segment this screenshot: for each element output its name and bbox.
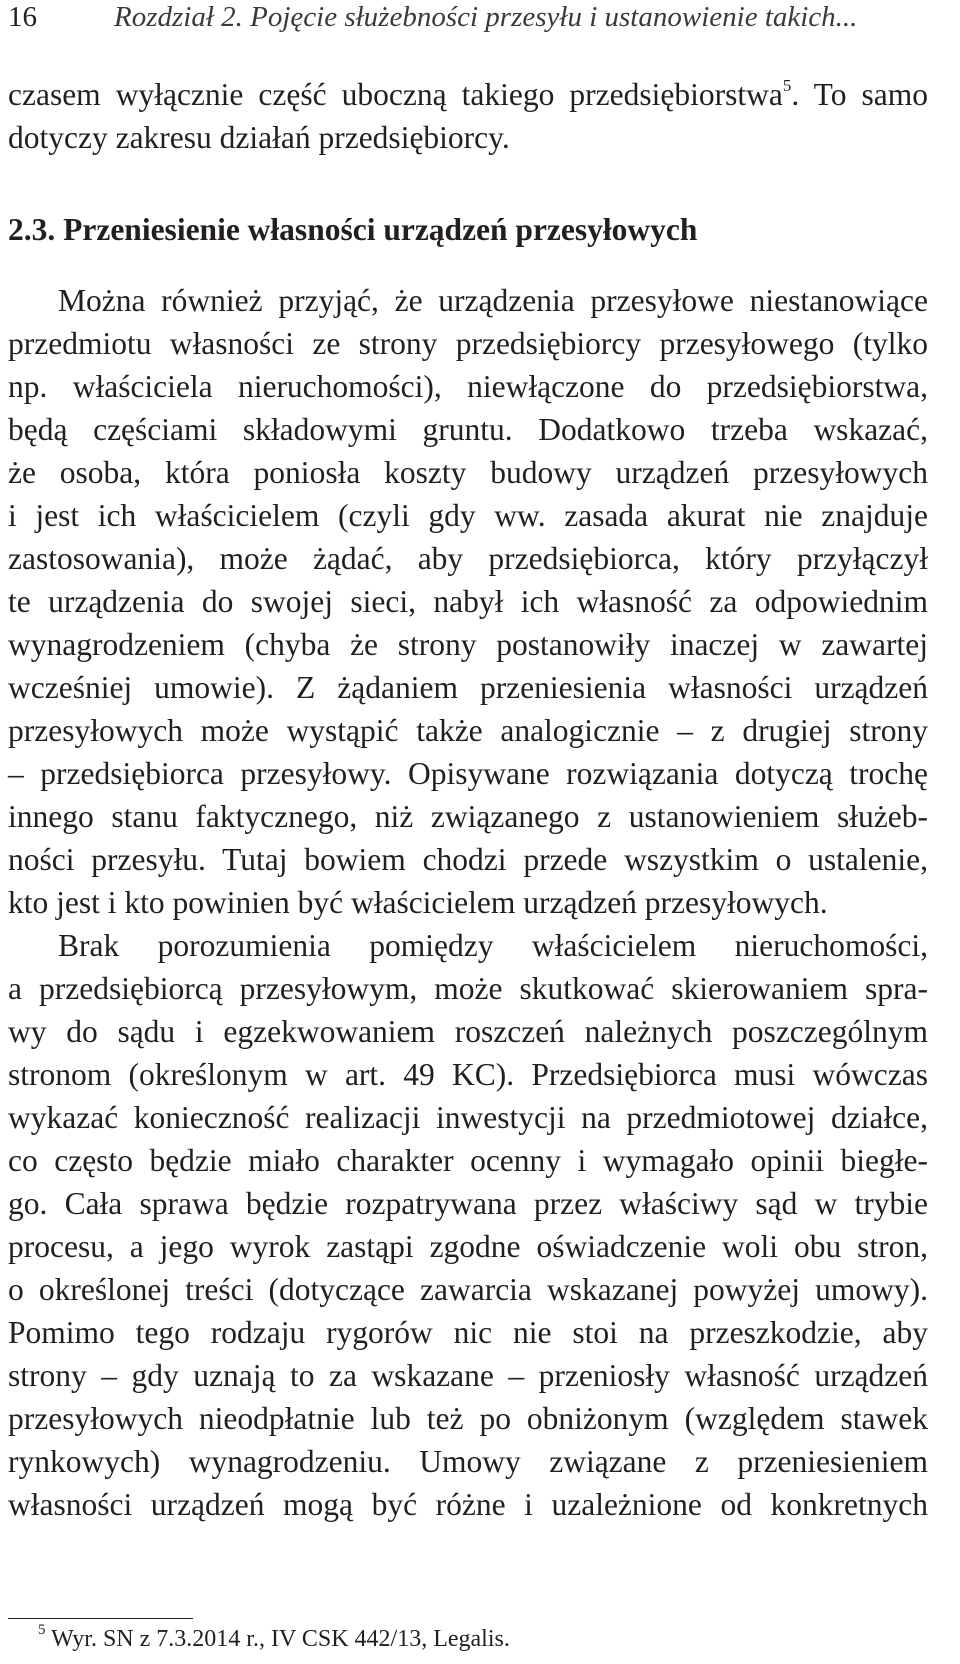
text-line: Można również przyjąć, że urządzenia przesyłowe niestanowiące <box>58 283 928 318</box>
text-line: np. właściciela nieruchomości), niewłączone do przedsiębiorstwa, <box>8 369 928 404</box>
text-line: własności urządzeń mogą być różne i uzależnione od konkretnych <box>8 1487 928 1522</box>
text-line: przesyłowych nieodpłatnie lub też po obniżonym (względem stawek <box>8 1401 928 1436</box>
text-line: przesyłowych może wystąpić także analogicznie – z drugiej strony <box>8 713 928 748</box>
footnote-text: Wyr. SN z 7.3.2014 r., IV CSK 442/13, Legalis. <box>51 1626 510 1652</box>
footnote-reference: 5 <box>782 76 792 95</box>
text-line: o określonej treści (dotyczące zawarcia wskazanej powyżej umowy). <box>8 1272 928 1307</box>
text-line <box>8 77 928 113</box>
text-line: te urządzenia do swojej sieci, nabył ich własność za odpowiednim <box>8 584 928 619</box>
page-header <box>8 0 948 34</box>
footnote-divider <box>8 1618 193 1619</box>
text-line: będą częściami składowymi gruntu. Dodatkowo trzeba wskazać, <box>8 412 928 447</box>
footnote-marker: 5 <box>38 1622 46 1638</box>
text-line: co często będzie miało charakter ocenny i wymagało opinii biegłe- <box>8 1143 928 1178</box>
text-line: i jest ich właścicielem (czyli gdy ww. zasada akurat nie znajduje <box>8 498 928 533</box>
text-line: Brak porozumienia pomiędzy właścicielem nieruchomości, <box>58 928 928 963</box>
text-span: czasem wyłącznie część uboczną takiego przedsiębiorstwa <box>8 77 783 112</box>
text-line: że osoba, która poniosła koszty budowy urządzeń przesyłowych <box>8 455 928 490</box>
text-line: wykazać konieczność realizacji inwestycji na przedmiotowej działce, <box>8 1100 928 1135</box>
text-line: rynkowych) wynagrodzeniu. Umowy związane z przeniesieniem <box>8 1444 928 1479</box>
text-line: wy do sądu i egzekwowaniem roszczeń należnych poszczególnym <box>8 1014 928 1049</box>
page-number: 16 <box>8 1 37 33</box>
text-line: procesu, a jego wyrok zastąpi zgodne oświadczenie woli obu stron, <box>8 1229 928 1264</box>
text-line: przedmiotu własności ze strony przedsiębiorcy przesyłowego (tylko <box>8 326 928 361</box>
text-line: kto jest i kto powinien być właścicielem urządzeń przesyłowych. <box>8 885 828 920</box>
text-line: a przedsiębiorcą przesyłowym, może skutkować skierowaniem spra- <box>8 971 928 1006</box>
section-heading: 2.3. Przeniesienie własności urządzeń przesyłowych <box>8 212 698 247</box>
running-title: Rozdział 2. Pojęcie służebności przesyłu i ustanowienie takich... <box>114 1 858 33</box>
text-line: wynagrodzeniem (chyba że strony postanowiły inaczej w zawartej <box>8 627 928 662</box>
text-line: strony – gdy uznają to za wskazane – przeniosły własność urządzeń <box>8 1358 928 1393</box>
text-line: stronom (określonym w art. 49 KC). Przedsiębiorca musi wówczas <box>8 1057 928 1092</box>
text-line: go. Cała sprawa będzie rozpatrywana przez właściwy sąd w trybie <box>8 1186 928 1221</box>
text-line: innego stanu faktycznego, niż związanego z ustanowieniem służeb- <box>8 799 928 834</box>
text-line: dotyczy zakresu działań przedsiębiorcy. <box>8 120 510 155</box>
text-line: wcześniej umowie). Z żądaniem przeniesienia własności urządzeń <box>8 670 928 705</box>
text-line: Pomimo tego rodzaju rygorów nic nie stoi na przeszkodzie, aby <box>8 1315 928 1350</box>
footnote <box>38 1624 510 1654</box>
text-span: . To samo <box>791 77 928 112</box>
text-line: ności przesyłu. Tutaj bowiem chodzi przede wszystkim o ustalenie, <box>8 842 928 877</box>
text-line: zastosowania), może żądać, aby przedsiębiorca, który przyłączył <box>8 541 928 576</box>
text-line: – przedsiębiorca przesyłowy. Opisywane rozwiązania dotyczą trochę <box>8 756 928 791</box>
